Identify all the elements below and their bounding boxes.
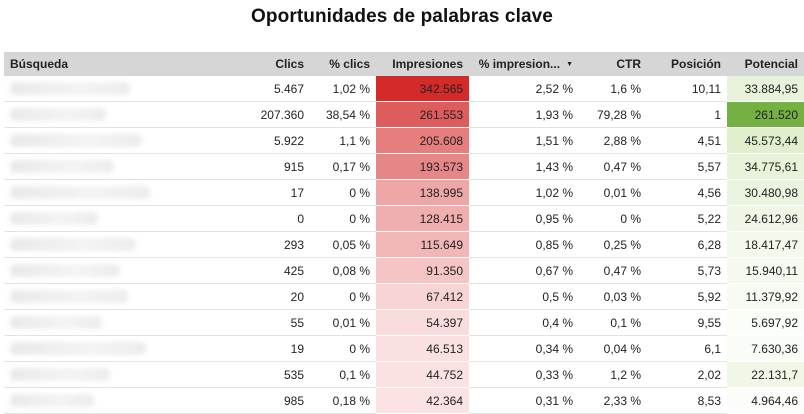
query-cell xyxy=(4,284,174,310)
column-header-position[interactable]: Posición xyxy=(647,52,727,76)
cell-clicks-pct: 1,1 % xyxy=(310,128,376,154)
cell-impressions: 128.415 xyxy=(376,206,469,232)
table-row[interactable] xyxy=(4,102,804,128)
cell-clicks: 915 xyxy=(174,154,310,180)
table-row[interactable] xyxy=(4,180,804,206)
redacted-query xyxy=(10,186,150,199)
table-row[interactable] xyxy=(4,76,804,102)
cell-potential: 7.630,36 xyxy=(727,336,804,362)
cell-impressions: 205.608 xyxy=(376,128,469,154)
cell-position: 1 xyxy=(647,102,727,128)
table-row[interactable] xyxy=(4,154,804,180)
cell-clicks: 55 xyxy=(174,310,310,336)
cell-position: 5,22 xyxy=(647,206,727,232)
cell-clicks-pct: 0,17 % xyxy=(310,154,376,180)
cell-clicks: 5.922 xyxy=(174,128,310,154)
cell-impressions-pct: 2,52 % xyxy=(469,76,579,102)
cell-impressions: 46.513 xyxy=(376,336,469,362)
cell-ctr: 79,28 % xyxy=(579,102,647,128)
cell-impressions-pct: 1,51 % xyxy=(469,128,579,154)
cell-clicks-pct: 0 % xyxy=(310,206,376,232)
table-body xyxy=(4,76,804,414)
cell-ctr: 0,01 % xyxy=(579,180,647,206)
cell-clicks-pct: 0 % xyxy=(310,284,376,310)
redacted-query xyxy=(10,394,94,407)
cell-clicks-pct: 0,01 % xyxy=(310,310,376,336)
table-row[interactable] xyxy=(4,362,804,388)
cell-impressions: 54.397 xyxy=(376,310,469,336)
cell-impressions: 115.649 xyxy=(376,232,469,258)
cell-impressions-pct: 0,33 % xyxy=(469,362,579,388)
query-cell xyxy=(4,154,174,180)
cell-position: 2,02 xyxy=(647,362,727,388)
cell-impressions: 91.350 xyxy=(376,258,469,284)
cell-position: 9,55 xyxy=(647,310,727,336)
cell-clicks: 985 xyxy=(174,388,310,414)
query-cell xyxy=(4,362,174,388)
redacted-query xyxy=(10,134,142,147)
redacted-query xyxy=(10,238,136,251)
table-row[interactable] xyxy=(4,284,804,310)
cell-potential: 11.379,92 xyxy=(727,284,804,310)
query-cell xyxy=(4,388,174,414)
cell-impressions-pct: 1,43 % xyxy=(469,154,579,180)
redacted-query xyxy=(10,160,114,173)
cell-potential: 24.612,96 xyxy=(727,206,804,232)
redacted-query xyxy=(10,368,110,381)
query-cell xyxy=(4,336,174,362)
cell-ctr: 1,2 % xyxy=(579,362,647,388)
query-cell xyxy=(4,128,174,154)
cell-position: 4,56 xyxy=(647,180,727,206)
cell-impressions-pct: 1,02 % xyxy=(469,180,579,206)
table-row[interactable] xyxy=(4,336,804,362)
cell-position: 10,11 xyxy=(647,76,727,102)
cell-impressions-pct: 0,34 % xyxy=(469,336,579,362)
cell-clicks-pct: 38,54 % xyxy=(310,102,376,128)
cell-clicks-pct: 0 % xyxy=(310,180,376,206)
table-row[interactable] xyxy=(4,388,804,414)
column-header-impressions-pct-label: % impresion... xyxy=(478,57,561,71)
redacted-query xyxy=(10,108,106,121)
cell-impressions-pct: 0,67 % xyxy=(469,258,579,284)
cell-ctr: 2,33 % xyxy=(579,388,647,414)
cell-clicks: 425 xyxy=(174,258,310,284)
cell-clicks-pct: 0,18 % xyxy=(310,388,376,414)
cell-clicks-pct: 0,08 % xyxy=(310,258,376,284)
cell-potential: 34.775,61 xyxy=(727,154,804,180)
cell-clicks: 19 xyxy=(174,336,310,362)
cell-impressions: 342.565 xyxy=(376,76,469,102)
cell-clicks: 17 xyxy=(174,180,310,206)
redacted-query xyxy=(10,264,120,277)
cell-ctr: 0,25 % xyxy=(579,232,647,258)
cell-impressions-pct: 0,5 % xyxy=(469,284,579,310)
cell-clicks: 20 xyxy=(174,284,310,310)
cell-ctr: 0,47 % xyxy=(579,258,647,284)
table-row[interactable] xyxy=(4,128,804,154)
sort-down-icon: ▼ xyxy=(566,61,573,68)
column-header-ctr[interactable]: CTR xyxy=(579,52,647,76)
cell-impressions: 42.364 xyxy=(376,388,469,414)
cell-clicks: 293 xyxy=(174,232,310,258)
cell-potential: 33.884,95 xyxy=(727,76,804,102)
cell-impressions: 44.752 xyxy=(376,362,469,388)
cell-clicks: 535 xyxy=(174,362,310,388)
query-cell xyxy=(4,232,174,258)
column-header-clicks-pct[interactable]: % clics xyxy=(310,52,376,76)
query-cell xyxy=(4,310,174,336)
cell-clicks: 0 xyxy=(174,206,310,232)
cell-impressions: 67.412 xyxy=(376,284,469,310)
column-header-impressions-pct[interactable] xyxy=(469,52,579,76)
report-title: Oportunidades de palabras clave xyxy=(251,6,553,27)
cell-clicks-pct: 0,1 % xyxy=(310,362,376,388)
cell-impressions: 261.553 xyxy=(376,102,469,128)
cell-ctr: 0 % xyxy=(579,206,647,232)
cell-potential: 5.697,92 xyxy=(727,310,804,336)
cell-ctr: 0,04 % xyxy=(579,336,647,362)
cell-position: 6,28 xyxy=(647,232,727,258)
cell-impressions: 138.995 xyxy=(376,180,469,206)
table-row[interactable] xyxy=(4,232,804,258)
keyword-opportunities-table xyxy=(4,52,804,414)
cell-impressions-pct: 0,31 % xyxy=(469,388,579,414)
redacted-query xyxy=(10,82,130,95)
redacted-query xyxy=(10,212,98,225)
cell-clicks: 5.467 xyxy=(174,76,310,102)
cell-position: 4,51 xyxy=(647,128,727,154)
cell-impressions: 193.573 xyxy=(376,154,469,180)
cell-position: 8,53 xyxy=(647,388,727,414)
cell-potential: 30.480,98 xyxy=(727,180,804,206)
cell-impressions-pct: 0,4 % xyxy=(469,310,579,336)
cell-position: 5,92 xyxy=(647,284,727,310)
redacted-query xyxy=(10,316,102,329)
cell-potential: 18.417,47 xyxy=(727,232,804,258)
cell-ctr: 0,03 % xyxy=(579,284,647,310)
cell-ctr: 0,1 % xyxy=(579,310,647,336)
cell-potential: 15.940,11 xyxy=(727,258,804,284)
column-header-query[interactable]: Búsqueda xyxy=(4,52,174,76)
table-row[interactable] xyxy=(4,206,804,232)
cell-position: 6,1 xyxy=(647,336,727,362)
cell-position: 5,57 xyxy=(647,154,727,180)
cell-potential: 45.573,44 xyxy=(727,128,804,154)
redacted-query xyxy=(10,342,146,355)
column-header-clicks[interactable]: Clics xyxy=(174,52,310,76)
query-cell xyxy=(4,180,174,206)
cell-impressions-pct: 1,93 % xyxy=(469,102,579,128)
cell-clicks-pct: 1,02 % xyxy=(310,76,376,102)
cell-impressions-pct: 0,85 % xyxy=(469,232,579,258)
query-cell xyxy=(4,206,174,232)
column-header-impressions[interactable]: Impresiones xyxy=(376,52,469,76)
cell-potential: 261.520 xyxy=(727,102,804,128)
cell-ctr: 2,88 % xyxy=(579,128,647,154)
table-row[interactable] xyxy=(4,310,804,336)
cell-impressions-pct: 0,95 % xyxy=(469,206,579,232)
cell-potential: 4.964,46 xyxy=(727,388,804,414)
cell-clicks-pct: 0 % xyxy=(310,336,376,362)
table-header-row xyxy=(4,52,804,76)
cell-ctr: 1,6 % xyxy=(579,76,647,102)
query-cell xyxy=(4,102,174,128)
query-cell xyxy=(4,258,174,284)
cell-clicks-pct: 0,05 % xyxy=(310,232,376,258)
cell-position: 5,73 xyxy=(647,258,727,284)
query-cell xyxy=(4,76,174,102)
cell-potential: 22.131,7 xyxy=(727,362,804,388)
column-header-potential[interactable]: Potencial xyxy=(727,52,804,76)
redacted-query xyxy=(10,290,128,303)
cell-ctr: 0,47 % xyxy=(579,154,647,180)
cell-clicks: 207.360 xyxy=(174,102,310,128)
table-row[interactable] xyxy=(4,258,804,284)
